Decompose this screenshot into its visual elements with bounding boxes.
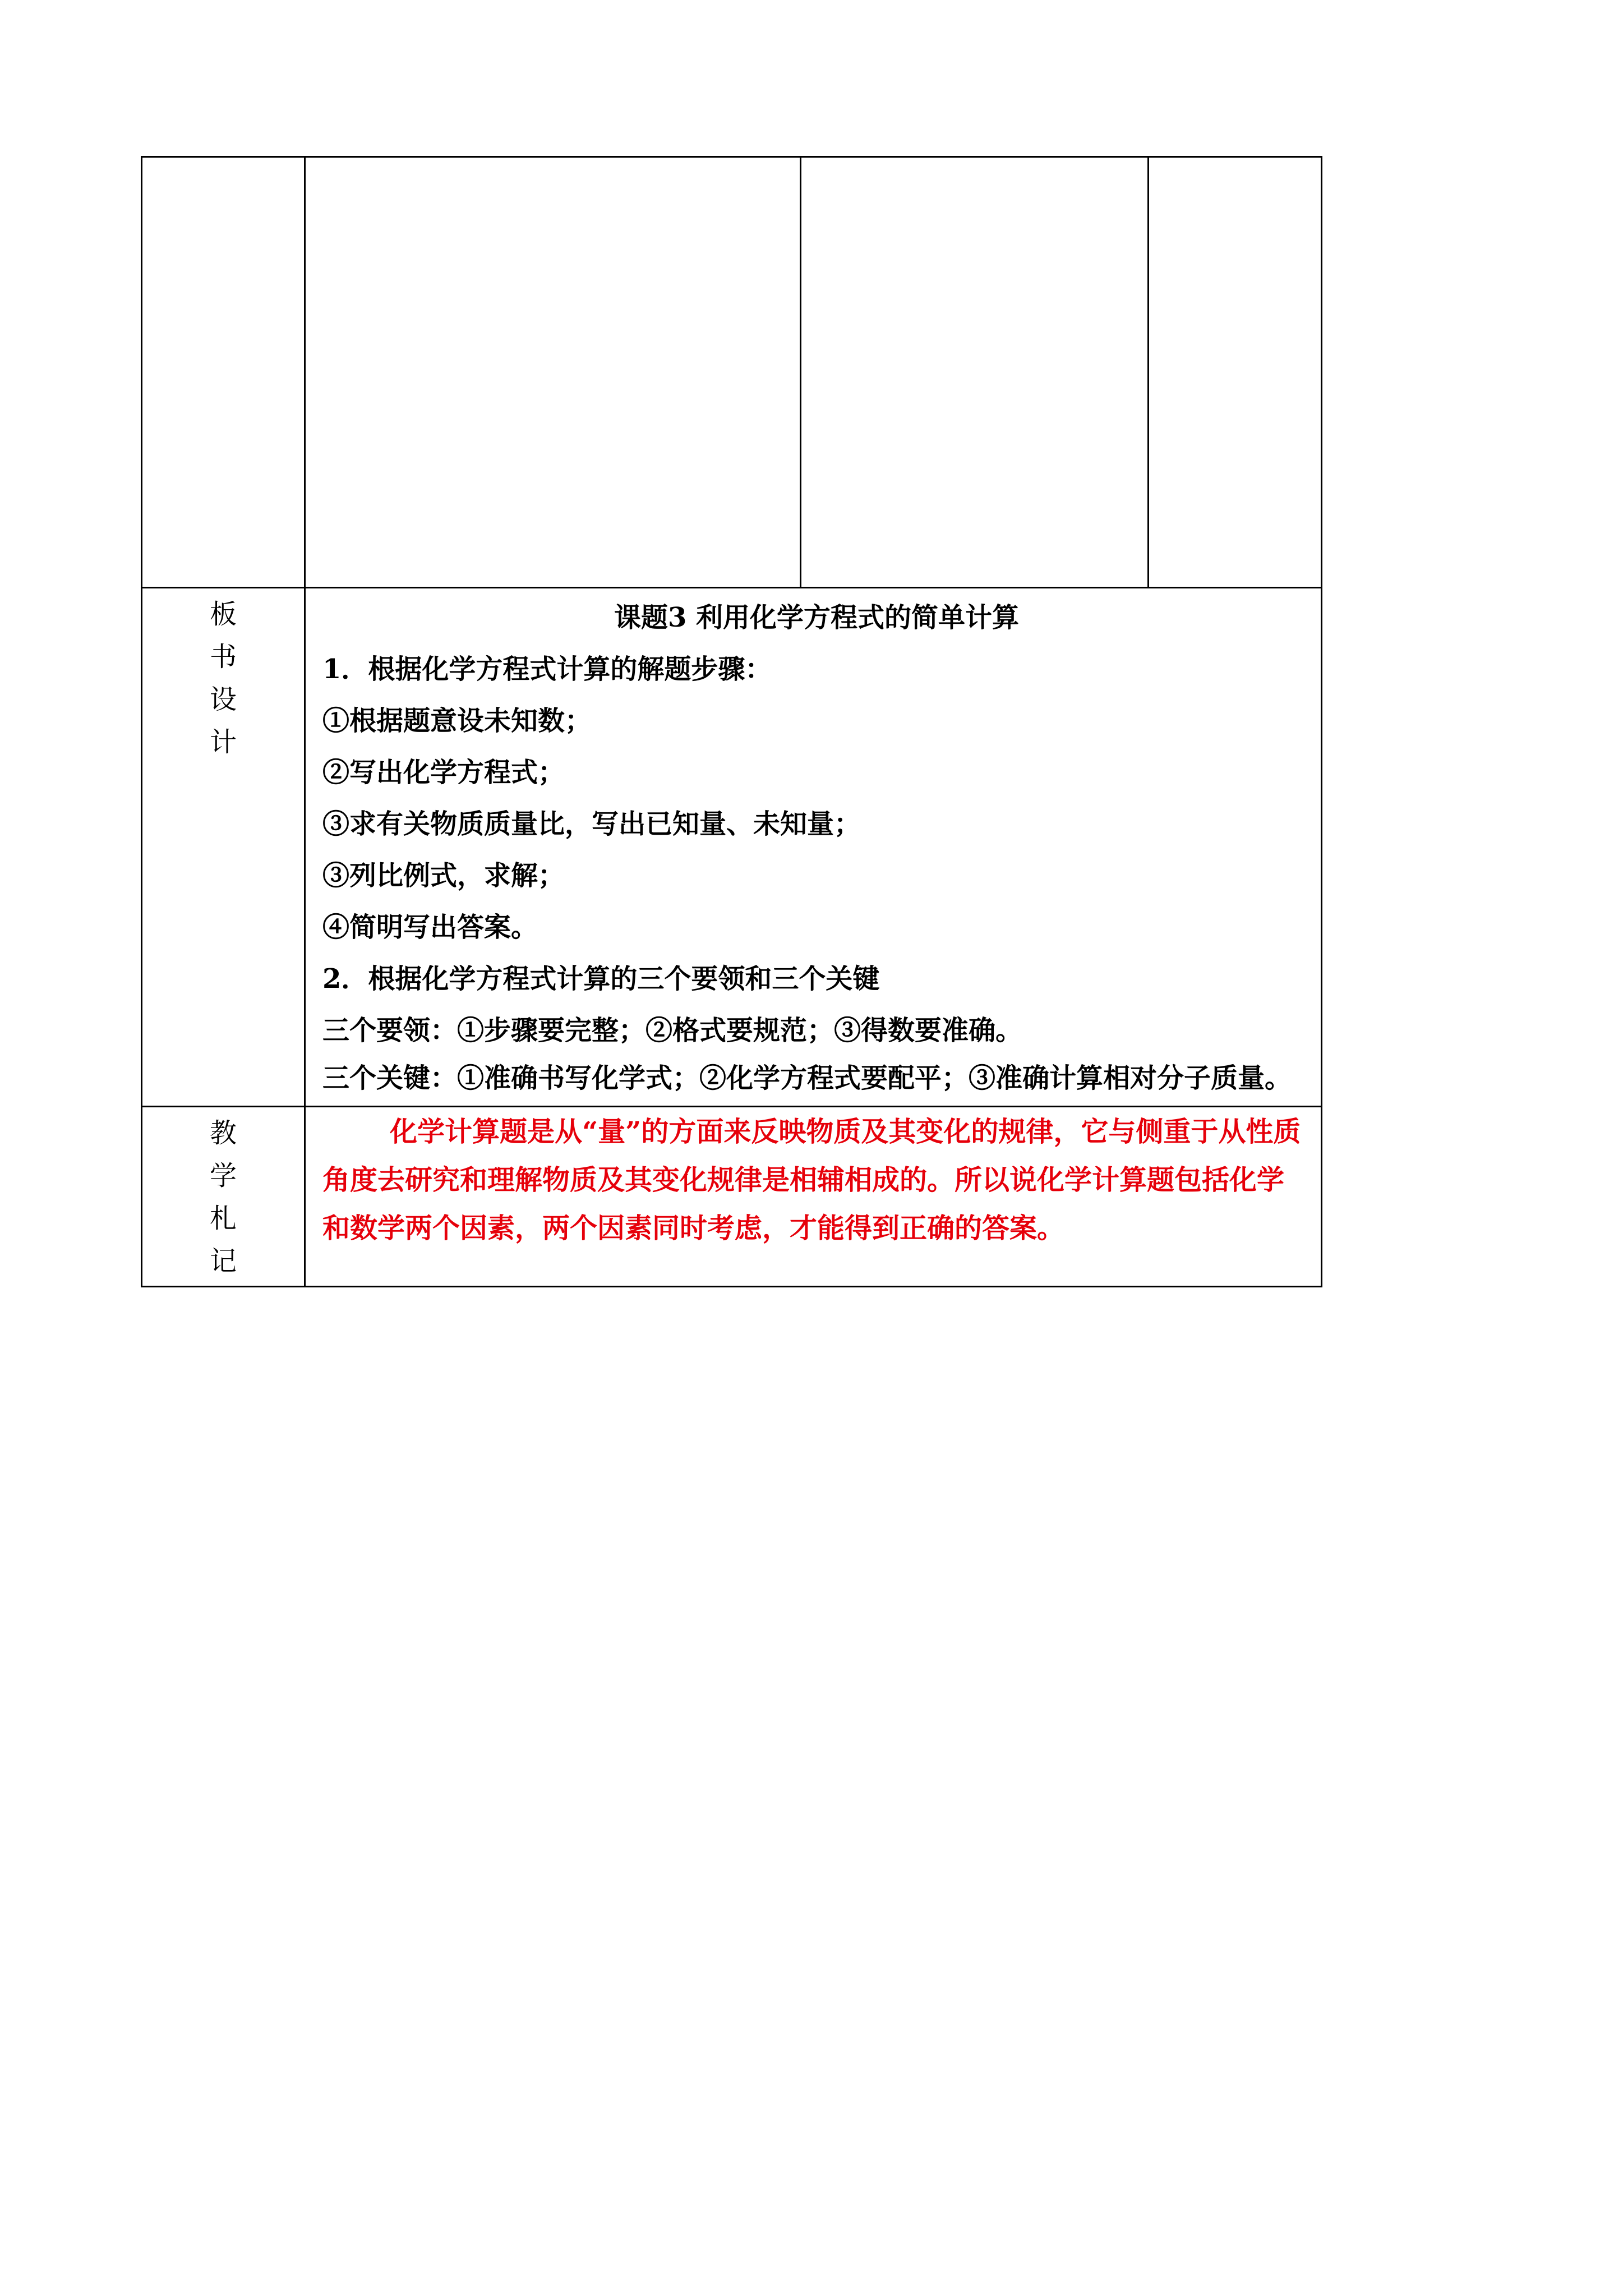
board-line: ①根据题意设未知数； bbox=[322, 705, 592, 737]
label-char: 记 bbox=[209, 1245, 237, 1277]
board-design-row bbox=[142, 588, 1322, 1107]
label-char: 教 bbox=[209, 1117, 237, 1149]
board-line: 2．根据化学方程式计算的三个要领和三个关键 bbox=[322, 963, 880, 995]
board-design-label bbox=[142, 588, 305, 1107]
empty-cell-1 bbox=[142, 157, 305, 588]
label-char: 书 bbox=[209, 641, 237, 673]
teaching-notes-text: 化学计算题是从“量”的方面来反映物质及其变化的规律，它与侧重于从性质角度去研究和理解物质及其变化规律是相辅相成的。所以说化学计算题包括化学和数学两个因素，两个因素同时考虑，才能得到正确的答案。 bbox=[322, 1115, 1301, 1244]
teaching-notes-row bbox=[142, 1107, 1322, 1287]
label-char: 设 bbox=[209, 684, 237, 715]
board-line: ③列比例式，求解； bbox=[322, 860, 565, 891]
label-char: 板 bbox=[209, 599, 237, 630]
teaching-notes-label bbox=[142, 1107, 305, 1287]
empty-row bbox=[142, 157, 1322, 588]
board-line: ②写出化学方程式； bbox=[322, 757, 565, 788]
board-title: 课题3 利用化学方程式的简单计算 bbox=[614, 602, 1020, 633]
board-line: 1．根据化学方程式计算的解题步骤： bbox=[322, 654, 772, 685]
empty-cell-2 bbox=[305, 157, 801, 588]
label-char: 学 bbox=[209, 1160, 237, 1191]
empty-cell-3 bbox=[801, 157, 1149, 588]
board-line: 三个关键：①准确书写化学式；②化学方程式要配平；③准确计算相对分子质量。 bbox=[322, 1062, 1292, 1094]
empty-cell-4 bbox=[1149, 157, 1322, 588]
board-line: ③求有关物质质量比，写出已知量、未知量； bbox=[322, 808, 861, 840]
teaching-notes-content bbox=[305, 1107, 1322, 1287]
label-char: 札 bbox=[209, 1203, 237, 1234]
board-design-content bbox=[305, 588, 1322, 1107]
lesson-plan-table bbox=[141, 156, 1322, 1287]
label-char: 计 bbox=[209, 726, 237, 758]
board-line: ④简明写出答案。 bbox=[322, 912, 538, 943]
board-line: 三个要领：①步骤要完整；②格式要规范；③得数要准确。 bbox=[322, 1015, 1023, 1046]
